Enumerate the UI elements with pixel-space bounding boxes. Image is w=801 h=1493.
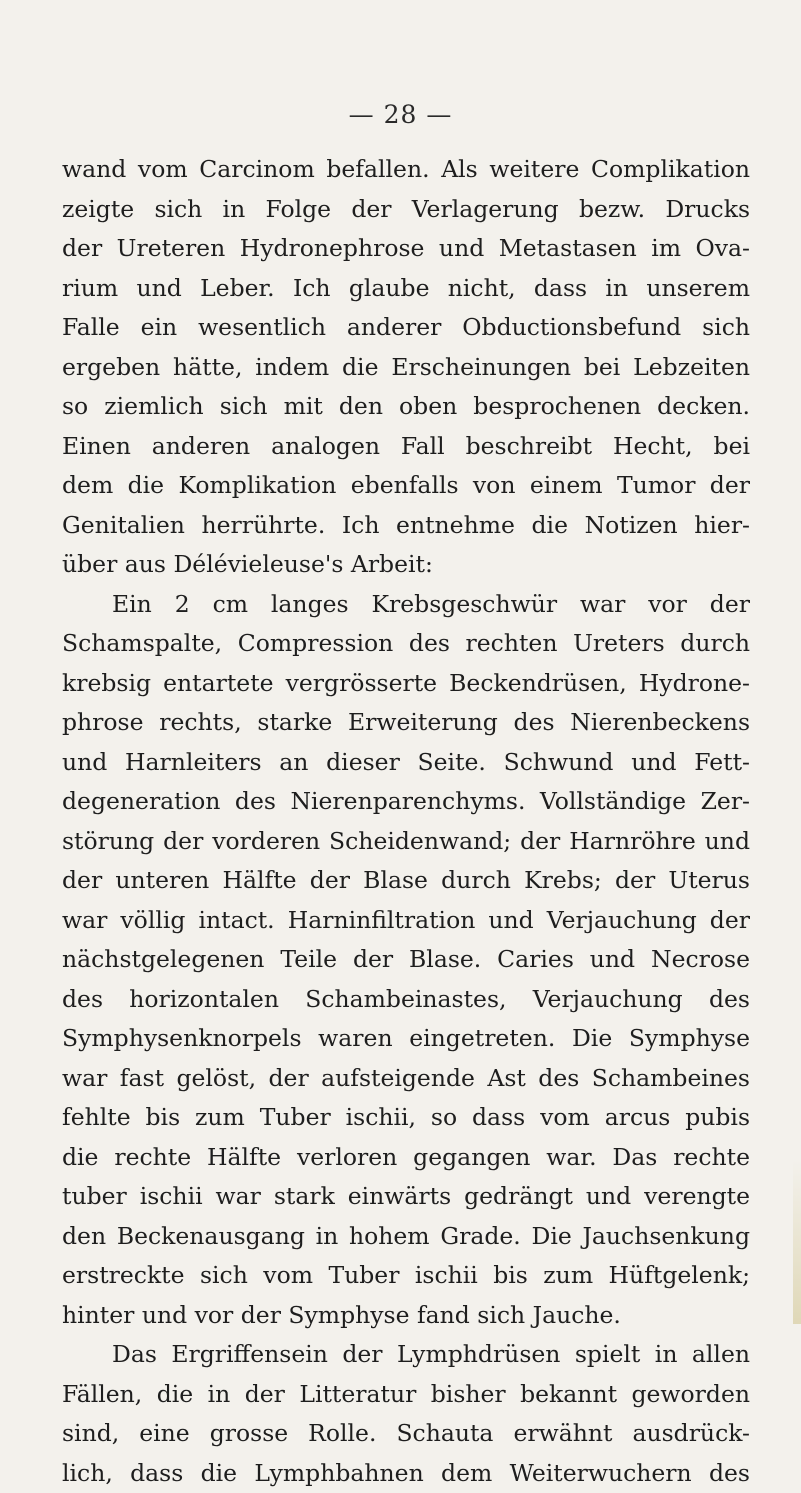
text-line: Genitalien herrührte. Ich entnehme die Notizen hier- [62, 506, 750, 546]
text-line: Fällen, die in der Litteratur bisher bekannt geworden [62, 1375, 750, 1415]
text-line: ergeben hätte, indem die Erscheinungen bei Lebzeiten [62, 348, 750, 388]
text-line: Falle ein wesentlich anderer Obductionsbefund sich [62, 308, 750, 348]
text-line: degeneration des Nierenparenchyms. Vollständige Zer- [62, 782, 750, 822]
text-line: rium und Leber. Ich glaube nicht, dass in unserem [62, 269, 750, 309]
text-line: war völlig intact. Harninfiltration und Verjauchung der [62, 901, 750, 941]
text-line: Symphysenknorpels waren eingetreten. Die Symphyse [62, 1019, 750, 1059]
text-line: und Harnleiters an dieser Seite. Schwund und Fett- [62, 743, 750, 783]
text-line: war fast gelöst, der aufsteigende Ast des Schambeines [62, 1059, 750, 1099]
text-line: den Beckenausgang in hohem Grade. Die Jauchsenkung [62, 1217, 750, 1257]
text-line: hinter und vor der Symphyse fand sich Jauche. [62, 1296, 750, 1336]
text-line: nächstgelegenen Teile der Blase. Caries und Necrose [62, 940, 750, 980]
text-line: tuber ischii war stark einwärts gedrängt und verengte [62, 1177, 750, 1217]
text-line: wand vom Carcinom befallen. Als weitere Complikation [62, 150, 750, 190]
text-line: lich, dass die Lymphbahnen dem Weiterwuchern des [62, 1454, 750, 1493]
text-line: Das Ergriffensein der Lymphdrüsen spielt in allen [62, 1335, 750, 1375]
text-line: erstreckte sich vom Tuber ischii bis zum Hüftgelenk; [62, 1256, 750, 1296]
text-line: der unteren Hälfte der Blase durch Krebs; der Uterus [62, 861, 750, 901]
text-line: Schamspalte, Compression des rechten Ureters durch [62, 624, 750, 664]
text-line: dem die Komplikation ebenfalls von einem Tumor der [62, 466, 750, 506]
text-line: störung der vorderen Scheidenwand; der Harnröhre und [62, 822, 750, 862]
text-line: die rechte Hälfte verloren gegangen war. Das rechte [62, 1138, 750, 1178]
text-line: so ziemlich sich mit den oben besprochenen decken. [62, 387, 750, 427]
text-line: über aus Délévieleuse's Arbeit: [62, 545, 750, 585]
text-line: des horizontalen Schambeinastes, Verjauchung des [62, 980, 750, 1020]
text-line: zeigte sich in Folge der Verlagerung bezw. Drucks [62, 190, 750, 230]
text-line: der Ureteren Hydronephrose und Metastasen im Ova- [62, 229, 750, 269]
text-line: phrose rechts, starke Erweiterung des Nierenbeckens [62, 703, 750, 743]
page-number: — 28 — [0, 100, 801, 129]
text-line: Einen anderen analogen Fall beschreibt Hecht, bei [62, 427, 750, 467]
text-line: Ein 2 cm langes Krebsgeschwür war vor der [62, 585, 750, 625]
body-text [62, 150, 750, 1493]
text-line: fehlte bis zum Tuber ischii, so dass vom arcus pubis [62, 1098, 750, 1138]
text-line: sind, eine grosse Rolle. Schauta erwähnt ausdrück- [62, 1414, 750, 1454]
text-line: krebsig entartete vergrösserte Beckendrüsen, Hydrone- [62, 664, 750, 704]
page-edge-stain [793, 1160, 801, 1324]
